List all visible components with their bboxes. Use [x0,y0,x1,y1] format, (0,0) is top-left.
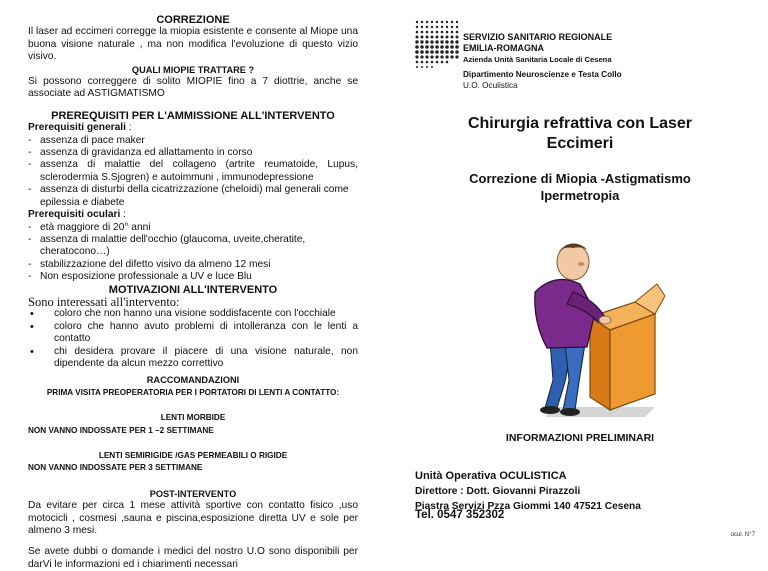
man-with-box-illustration [495,222,665,422]
list-item: • coloro che non hanno una visione soddisfacente con l'occhiale [28,308,358,320]
title-line-2: Eccimeri [546,135,614,152]
logo-dot-grid-icon [415,20,459,68]
oculari-list [28,222,358,284]
list-item: - assenza di malattie dell'occhio (glaucoma, uveite,cheratite, cheratocono…) [28,234,358,259]
non-indossate-2: NON VANNO INDOSSATE PER 3 SETTIMANE [28,463,203,473]
unit-name: Unità Operativa OCULISTICA [415,470,567,482]
logo-text [463,32,612,65]
list-item: • chi desidera provare il piacere di una visione naturale, non dipendente da alcun mezzo correttivo [28,346,358,371]
sono-interessati: Sono interessati all'intervento: [28,294,180,309]
left-column [28,14,358,571]
motivazioni-list [28,308,358,370]
correzione-title: CORREZIONE [156,14,230,26]
generali-suffix: : [125,122,132,134]
director: Direttore : Dott. Giovanni Pirazzoli [415,486,581,497]
motivazioni-title: MOTIVAZIONI ALL'INTERVENTO [108,283,278,296]
informazioni-preliminari: INFORMAZIONI PRELIMINARI [505,432,655,444]
dubbi-text: Se avete dubbi o domande i medici del nostro U.O sono disponibili per darVi le informazioni ed i chiarimenti necessari [28,546,358,570]
title-line-1: Chirurgia refrattiva con Laser [467,115,693,132]
lenti-semirigide: LENTI SEMIRIGIDE /GAS PERMEABILI O RIGIDE [98,451,288,460]
telephone: Tel. 0547 352302 [415,509,505,521]
list-item: - Non esposizione professionale a UV e luce Blu [28,271,358,283]
list-item: - assenza di gravidanza ed allattamento in corso [28,147,358,159]
correzione-text: Il laser ad eccimeri corregge la miopia esistente e consente al Miope una buona visione naturale , ma non modifica l'evoluzione di questo vizio visivo. [28,26,358,63]
department [463,70,622,91]
non-indossate-1: NON VANNO INDOSSATE PER 1 –2 SETTIMANE [28,425,214,435]
address: Piastra Servizi Pzza Giommi 140 47521 Cesena [415,501,641,512]
list-item: - assenza di pace maker [28,135,358,147]
oculari-suffix: : [120,209,126,221]
subtitle-line-1: Correzione di Miopia -Astigmatismo [469,171,691,186]
logo-line-1: SERVIZIO SANITARIO REGIONALE [463,32,613,42]
quali-title: QUALI MIOPIE TRATTARE ? [131,64,255,75]
unit-info [415,469,641,514]
list-item: - assenza di malattie del collageno (artrite reumatoide, Lupus, sclerodermia S.Sjogren) e autoimmuni , immunodepressione [28,159,358,184]
page-title [415,114,745,154]
list-item: • coloro che hanno avuto problemi di intolleranza con le lenti a contatto [28,321,358,346]
logo-line-2: EMILIA-ROMAGNA [463,43,544,53]
dept-line-1: Dipartimento Neuroscienze e Testa Collo [463,70,622,79]
document-code: ocul. N°7 [730,532,755,538]
generali-heading [28,122,358,134]
page-subtitle [415,170,745,204]
raccomandazioni-title: RACCOMANDAZIONI [146,375,240,386]
generali-list [28,135,358,209]
post-text: Da evitare per circa 1 mese attività sportive con contatto fisico ,uso motocicli , cosmesi ,sauna e piscina,esposizione diretta UV e sole per almeno 3 mesi. [28,500,358,537]
post-title: POST-INTERVENTO [149,488,237,499]
list-item: - età maggiore di 20° anni [28,222,358,234]
subtitle-line-2: Ipermetropia [540,188,620,203]
dept-line-2: U.O. Oculistica [463,80,518,90]
oculari-label: Prerequisiti oculari [28,209,121,221]
prereq-title: PREREQUISITI PER L'AMMISSIONE ALL'INTERVENTO [51,109,335,122]
prima-visita: PRIMA VISITA PREOPERATORIA PER I PORTATORI DI LENTI A CONTATTO: [46,387,340,397]
quali-text: Si possono correggere di solito MIOPIE fino a 7 diottrie, anche se associate ad ASTIGMATISMO [28,76,358,100]
generali-label: Prerequisiti generali [28,122,126,134]
list-item: - stabilizzazione del difetto visivo da almeno 12 mesi [28,259,358,271]
lenti-morbide: LENTI MORBIDE [160,413,226,423]
list-item: - assenza di disturbi della cicatrizzazione (cheloidi) mal generali come epilessia e diabete [28,184,358,209]
logo-line-3: Azienda Unità Sanitaria Locale di Cesena [463,55,612,64]
oculari-heading [28,209,358,221]
